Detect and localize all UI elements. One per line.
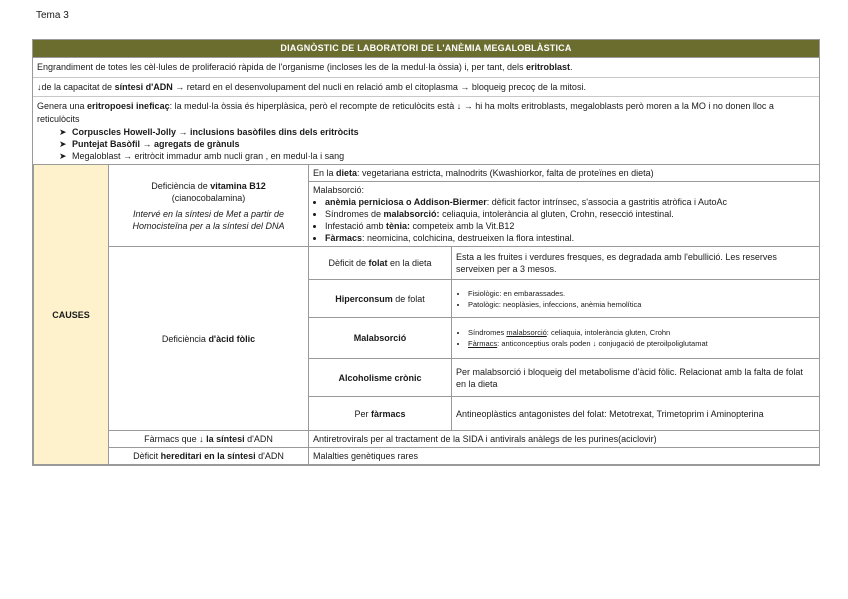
- alcoholism-label: Alcoholisme crònic: [309, 359, 452, 397]
- folate-diet-desc: Esta a les fruites i verdures fresques, es degradada amb l'ebullició. Les reserves serveixen per a 3 mesos.: [452, 247, 820, 280]
- hereditary-deficit-label: Dèficit hereditari en la síntesi d'ADN: [109, 448, 309, 465]
- list-item: • Infestació amb tènia: competeix amb la Vit.B12: [325, 220, 815, 232]
- list-item: • Fàrmacs: anticonceptius orals poden ↓ conjugació de pteroilpoliglutamat: [468, 338, 815, 349]
- intro-bold-term: síntesi d'ADN →: [114, 81, 185, 92]
- arrowhead-icon: ➤: [59, 127, 67, 137]
- folic-deficiency-cell: Deficiència d'àcid fòlic: [109, 247, 309, 431]
- section-label: Tema 3: [36, 10, 69, 21]
- alcoholism-desc: Per malabsorció i bloqueig del metabolisme d'àcid fòlic. Relacionat amb la falta de folat en la dieta: [452, 359, 820, 397]
- adn-synthesis-drugs-desc: Antiretrovirals per al tractament de la SIDA i antivirals anàlegs de les purines(aciclovir): [309, 431, 820, 448]
- intro-text: retard en el desenvolupament del nucli en relació amb el citoplasma → bloqueig precoç de la mitosi.: [184, 81, 586, 92]
- anemia-diagnosis-sheet: [32, 39, 820, 466]
- table-title: DIAGNÒSTIC DE LABORATORI DE L'ANÈMIA MEGALOBLÀSTICA: [33, 40, 819, 57]
- list-item: • Síndromes de malabsorció: celiaquia, intolerància al gluten, Crohn, resecció intestinal.: [325, 208, 815, 220]
- intro-text: ↓de la capacitat de: [37, 81, 115, 92]
- causes-label: CAUSES: [34, 165, 109, 465]
- folate-malabsorption-label: Malabsorció: [309, 318, 452, 359]
- list-item: • Patològic: neoplàsies, infeccions, anèmia hemolítica: [468, 299, 815, 310]
- folate-drugs-desc: Antineoplàstics antagonistes del folat: Metotrexat, Trimetoprim i Aminopterina: [452, 397, 820, 431]
- hereditary-deficit-desc: Malalties genètiques rares: [309, 448, 820, 465]
- findings-list: [33, 126, 819, 164]
- intro-paragraph-dna: [33, 78, 819, 97]
- arrowhead-icon: ➤: [59, 139, 67, 149]
- list-item: ➤ Corpuscles Howell-Jolly → inclusions basòfiles dins dels eritròcits: [59, 127, 359, 137]
- intro-paragraph-erythropoiesis: [33, 97, 819, 126]
- adn-synthesis-drugs-label: Fàrmacs que ↓ la síntesi d'ADN: [109, 431, 309, 448]
- folate-drugs-label: Per fàrmacs: [309, 397, 452, 431]
- b12-subtitle: (cianocobalamina): [171, 192, 246, 203]
- folate-malabsorption-desc: [452, 318, 820, 359]
- b12-deficiency-cell: Deficiència de vitamina B12 (cianocobalamina) Intervé en la síntesi de Met a partir de Homocisteïna per a la síntesi del DNA: [109, 165, 309, 247]
- list-item: • anèmia perniciosa o Addison-Biermer: dèficit factor intrínsec, s'associa a gastritis atròfica i AutoAc: [325, 196, 815, 208]
- hyperconsumption-desc: [452, 280, 820, 318]
- b12-diet-cell: En la dieta: vegetariana estricta, malnodrits (Kwashiorkor, falta de proteïnes en dieta): [309, 165, 820, 182]
- intro-section: [33, 57, 819, 164]
- intro-bold-term: eritropoesi ineficaç: [87, 101, 170, 111]
- intro-text: : la medul·la òssia és hiperplàsica, però el recompte de reticulòcits està ↓ → hi ha molts eritroblasts, megaloblasts però moren a la MO i no donen lloc a reticulòcits: [37, 101, 774, 124]
- list-item: • Fisiològic: en embarassades.: [468, 288, 815, 299]
- list-item: • Fàrmacs: neomicina, colchicina, destrueixen la flora intestinal.: [325, 232, 815, 244]
- list-item: ➤ Megaloblast → eritròcit immadur amb nucli gran , en medul·la i sang: [59, 151, 345, 161]
- causes-table: [33, 164, 820, 465]
- list-item: ➤ Puntejat Basòfil → agregats de grànuls: [59, 139, 240, 149]
- b12-malabsorption-cell: Malabsorció: • anèmia perniciosa o Addison-Biermer: dèficit factor intrínsec, s'associa a gastritis atròfica i AutoAc • Síndromes de malabsorció: celiaquia, intolerància al gluten, Crohn, resecció intestinal. • Infestació amb tènia: competeix amb la Vit.B12 • Fàrmacs: neomicina, colchicina, destrueixen la flora intestinal.: [309, 182, 820, 247]
- folate-diet-label: Dèficit de folat en la dieta: [309, 247, 452, 280]
- list-item: • Síndromes malabsorció: celiaquia, intolerància gluten, Crohn: [468, 327, 815, 338]
- hyperconsumption-label: Hiperconsum de folat: [309, 280, 452, 318]
- intro-text: Genera una: [37, 101, 88, 111]
- arrowhead-icon: ➤: [59, 151, 67, 161]
- b12-note: Intervé en la síntesi de Met a partir de Homocisteïna per a la síntesi del DNA: [132, 208, 285, 231]
- intro-paragraph-enlargement: [33, 58, 819, 77]
- intro-bold-term: eritroblast: [525, 62, 570, 72]
- intro-text: .: [569, 62, 573, 72]
- b12-malabsorption-list: [313, 196, 815, 244]
- intro-text: Engrandiment de totes les cèl·lules de proliferació ràpida de l'organisme (incloses les de la medul·la òssia) i, per tant, dels: [37, 62, 526, 72]
